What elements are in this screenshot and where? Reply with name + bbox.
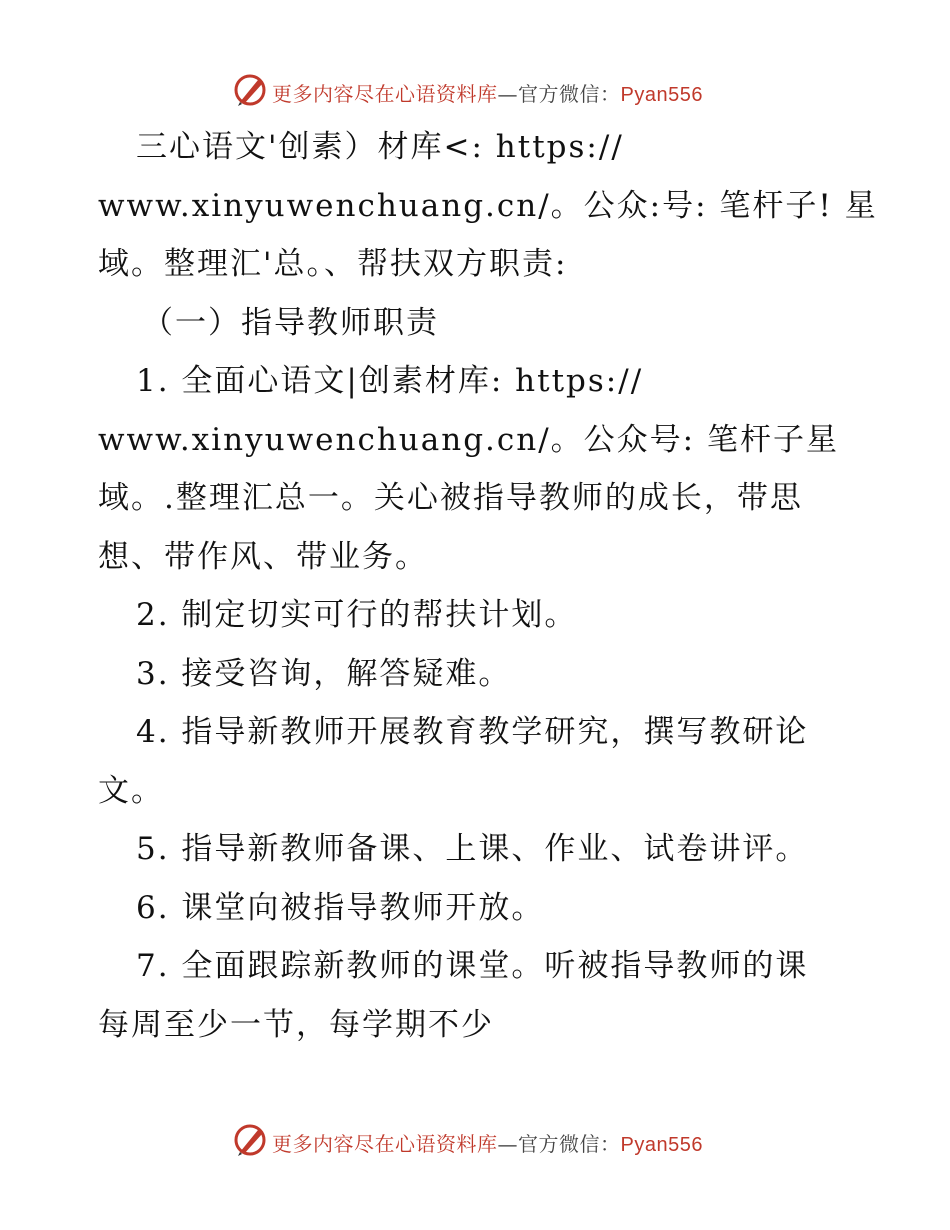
list-item: 2. 制定切实可行的帮扶计划。 <box>136 597 578 633</box>
banner-wechat-label: 官方微信： <box>518 82 621 106</box>
list-item: 4. 指导新教师开展教育教学研究，撰写教研论 <box>136 714 809 750</box>
list-item: 7. 全面跟踪新教师的课堂。听被指导教师的课 <box>136 948 809 984</box>
banner-dash: — <box>497 82 518 106</box>
header-banner-text <box>272 78 703 107</box>
section-heading: （一）指导教师职责 <box>142 304 439 341</box>
banner-site-text: 更多内容尽在心语资料库 <box>272 82 498 106</box>
document-body <box>98 118 878 1054</box>
footer-banner <box>0 1120 950 1160</box>
list-item: 6. 课堂向被指导教师开放。 <box>136 889 545 926</box>
body-line: 域。整理汇'总。、帮扶双方职责: <box>98 246 568 282</box>
body-line: www.xinyuwenchuang.cn/。公众:号: 笔杆子! 星 <box>98 187 878 224</box>
list-item: 3. 接受咨询，解答疑难。 <box>136 655 512 692</box>
body-line: www.xinyuwenchuang.cn/。公众号: 笔杆子星 <box>98 421 839 458</box>
body-line: 域。.整理汇总一。关心被指导教师的成长，带思 <box>98 480 803 516</box>
body-line: 每周至少一节，每学期不少 <box>98 1006 494 1043</box>
body-line: 文。 <box>98 772 164 809</box>
pen-logo-icon <box>232 72 268 108</box>
header-banner <box>0 70 950 110</box>
banner-site-text: 更多内容尽在心语资料库 <box>272 1132 498 1156</box>
list-item: 5. 指导新教师备课、上课、作业、试卷讲评。 <box>136 831 809 867</box>
body-line: 想、带作风、带业务。 <box>98 538 428 575</box>
pen-logo-icon <box>232 1122 268 1158</box>
body-line: 三心语文'创素）材库<: https:// <box>136 129 624 165</box>
banner-wechat-label: 官方微信： <box>518 1132 621 1156</box>
banner-dash: — <box>497 1132 518 1156</box>
list-item: 1. 全面心语文|创素材库: https:// <box>136 363 644 399</box>
banner-wechat-account: Pyan556 <box>620 1134 703 1156</box>
banner-wechat-account: Pyan556 <box>620 84 703 106</box>
footer-banner-text <box>272 1128 703 1157</box>
